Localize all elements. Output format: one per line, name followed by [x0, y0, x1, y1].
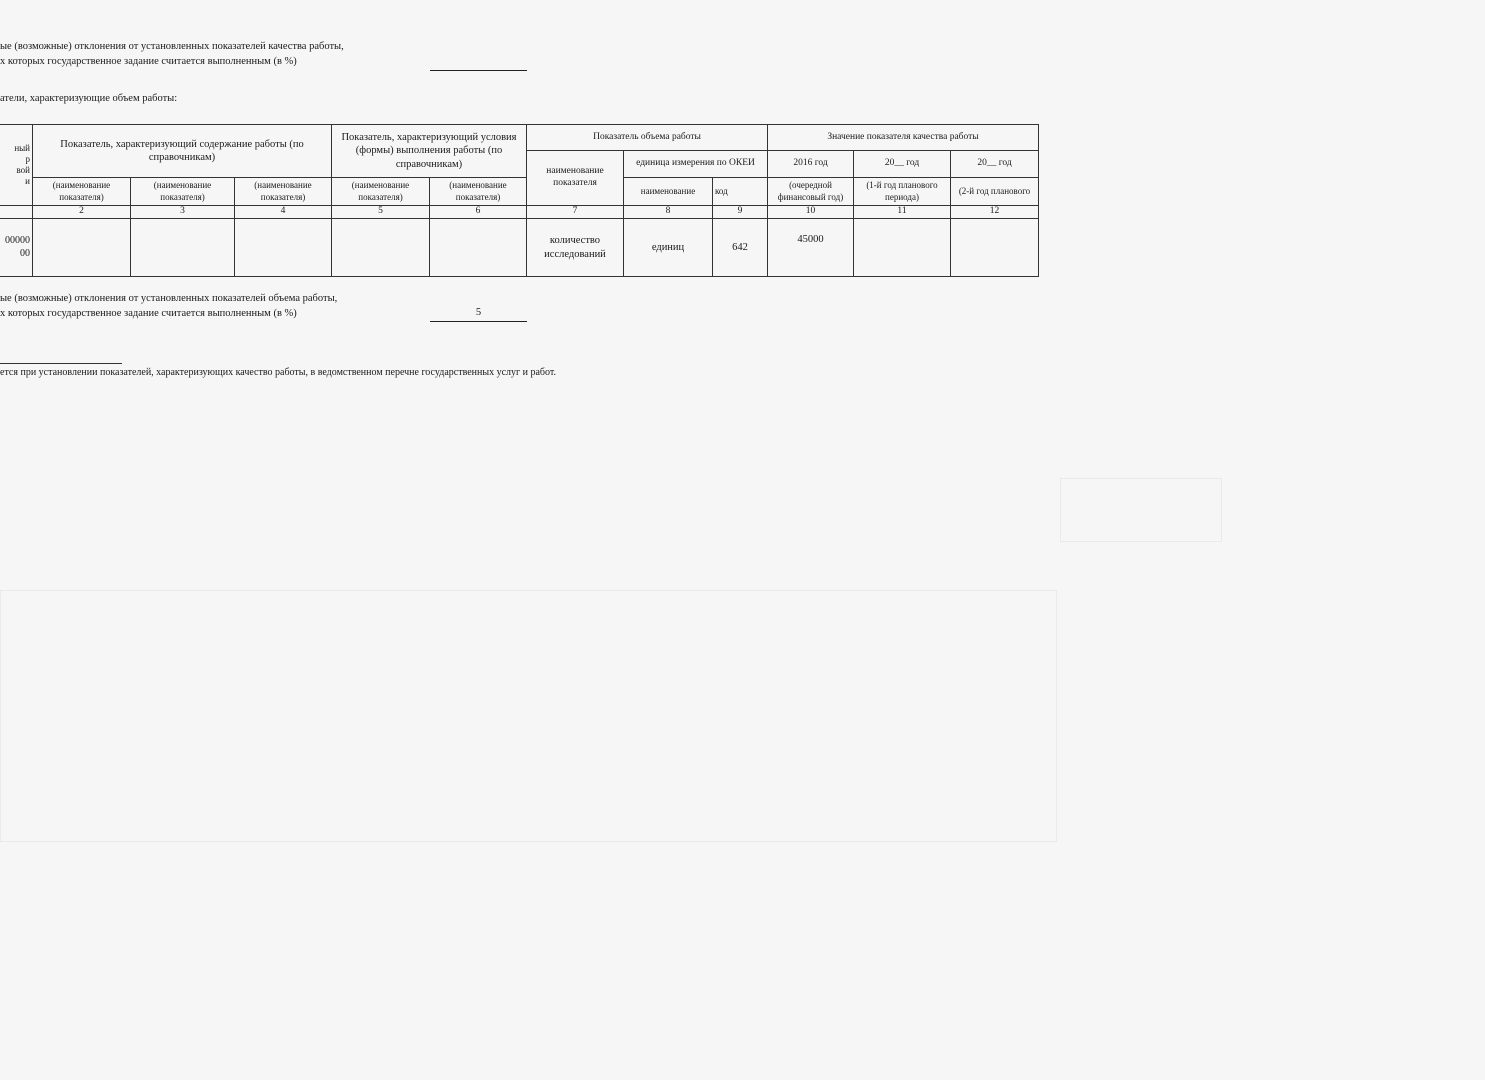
content-cell-3 [235, 219, 332, 277]
content-cell-1 [33, 219, 131, 277]
value-2016-cell: 45000 [768, 219, 854, 277]
col-number: 8 [624, 206, 713, 219]
col-number: 5 [332, 206, 430, 219]
unit-name-header: наименование [624, 178, 713, 206]
volume-deviation-value: 5 [475, 307, 482, 318]
bleed-through-box [1060, 478, 1222, 542]
year3-header: 20__ год [951, 151, 1039, 178]
conditions-group-header: Показатель, характеризующий условия (формы) выполнения работы (по справочникам) [332, 125, 527, 178]
value-year2-cell [854, 219, 951, 277]
col-number: 4 [235, 206, 332, 219]
column-numbers-row [0, 206, 1039, 219]
footnote-divider [0, 363, 122, 364]
sub-header-4: (наименование показателя) [332, 178, 430, 206]
sub-header-3: (наименование показателя) [235, 178, 332, 206]
registry-code-cell: 00000 00 [0, 219, 33, 277]
col-number [0, 206, 33, 219]
volume-deviation-line-1: ые (возможные) отклонения от установленных показателей объема работы, [0, 293, 338, 304]
unit-code-header: код [713, 178, 768, 206]
volume-group-header: Показатель объема работы [527, 125, 768, 151]
year3-subheader: (2-й год планового [951, 178, 1039, 206]
col-number: 9 [713, 206, 768, 219]
unit-name-cell: единиц [624, 219, 713, 277]
content-cell-2 [131, 219, 235, 277]
quality-group-header: Значение показателя качества работы [768, 125, 1039, 151]
quality-deviation-line-1: ые (возможные) отклонения от установленных показателей качества работы, [0, 41, 344, 52]
footnote-text: ется при установлении показателей, характеризующих качество работы, в ведомственном перечне государственных услуг и работ. [0, 367, 556, 378]
table-row [0, 219, 1039, 277]
sub-header-5: (наименование показателя) [430, 178, 527, 206]
section-title: атели, характеризующие объем работы: [0, 93, 178, 104]
col-number: 3 [131, 206, 235, 219]
volume-indicators-table [0, 124, 1039, 277]
conditions-cell-2 [430, 219, 527, 277]
bleed-through-table [0, 590, 1057, 842]
col-number: 7 [527, 206, 624, 219]
registry-number-header: ный р вой и [0, 125, 33, 206]
indicator-name-cell: количество исследований [527, 219, 624, 277]
quality-deviation-blank [430, 56, 527, 71]
conditions-cell-1 [332, 219, 430, 277]
col-number: 12 [951, 206, 1039, 219]
year2-header: 20__ год [854, 151, 951, 178]
unit-okei-header: единица измерения по ОКЕИ [624, 151, 768, 178]
volume-deviation-line-2: х которых государственное задание считается выполненным (в %) [0, 308, 297, 319]
col-number: 10 [768, 206, 854, 219]
col-number: 2 [33, 206, 131, 219]
content-group-header: Показатель, характеризующий содержание работы (по справочникам) [33, 125, 332, 178]
indicator-name-header: наименование показателя [527, 151, 624, 206]
year2-subheader: (1-й год планового периода) [854, 178, 951, 206]
sub-header-1: (наименование показателя) [33, 178, 131, 206]
col-number: 11 [854, 206, 951, 219]
unit-code-cell: 642 [713, 219, 768, 277]
year1-header: 2016 год [768, 151, 854, 178]
year1-subheader: (очередной финансовый год) [768, 178, 854, 206]
col-number: 6 [430, 206, 527, 219]
value-year3-cell [951, 219, 1039, 277]
quality-deviation-line-2: х которых государственное задание считается выполненным (в %) [0, 56, 297, 67]
sub-header-2: (наименование показателя) [131, 178, 235, 206]
